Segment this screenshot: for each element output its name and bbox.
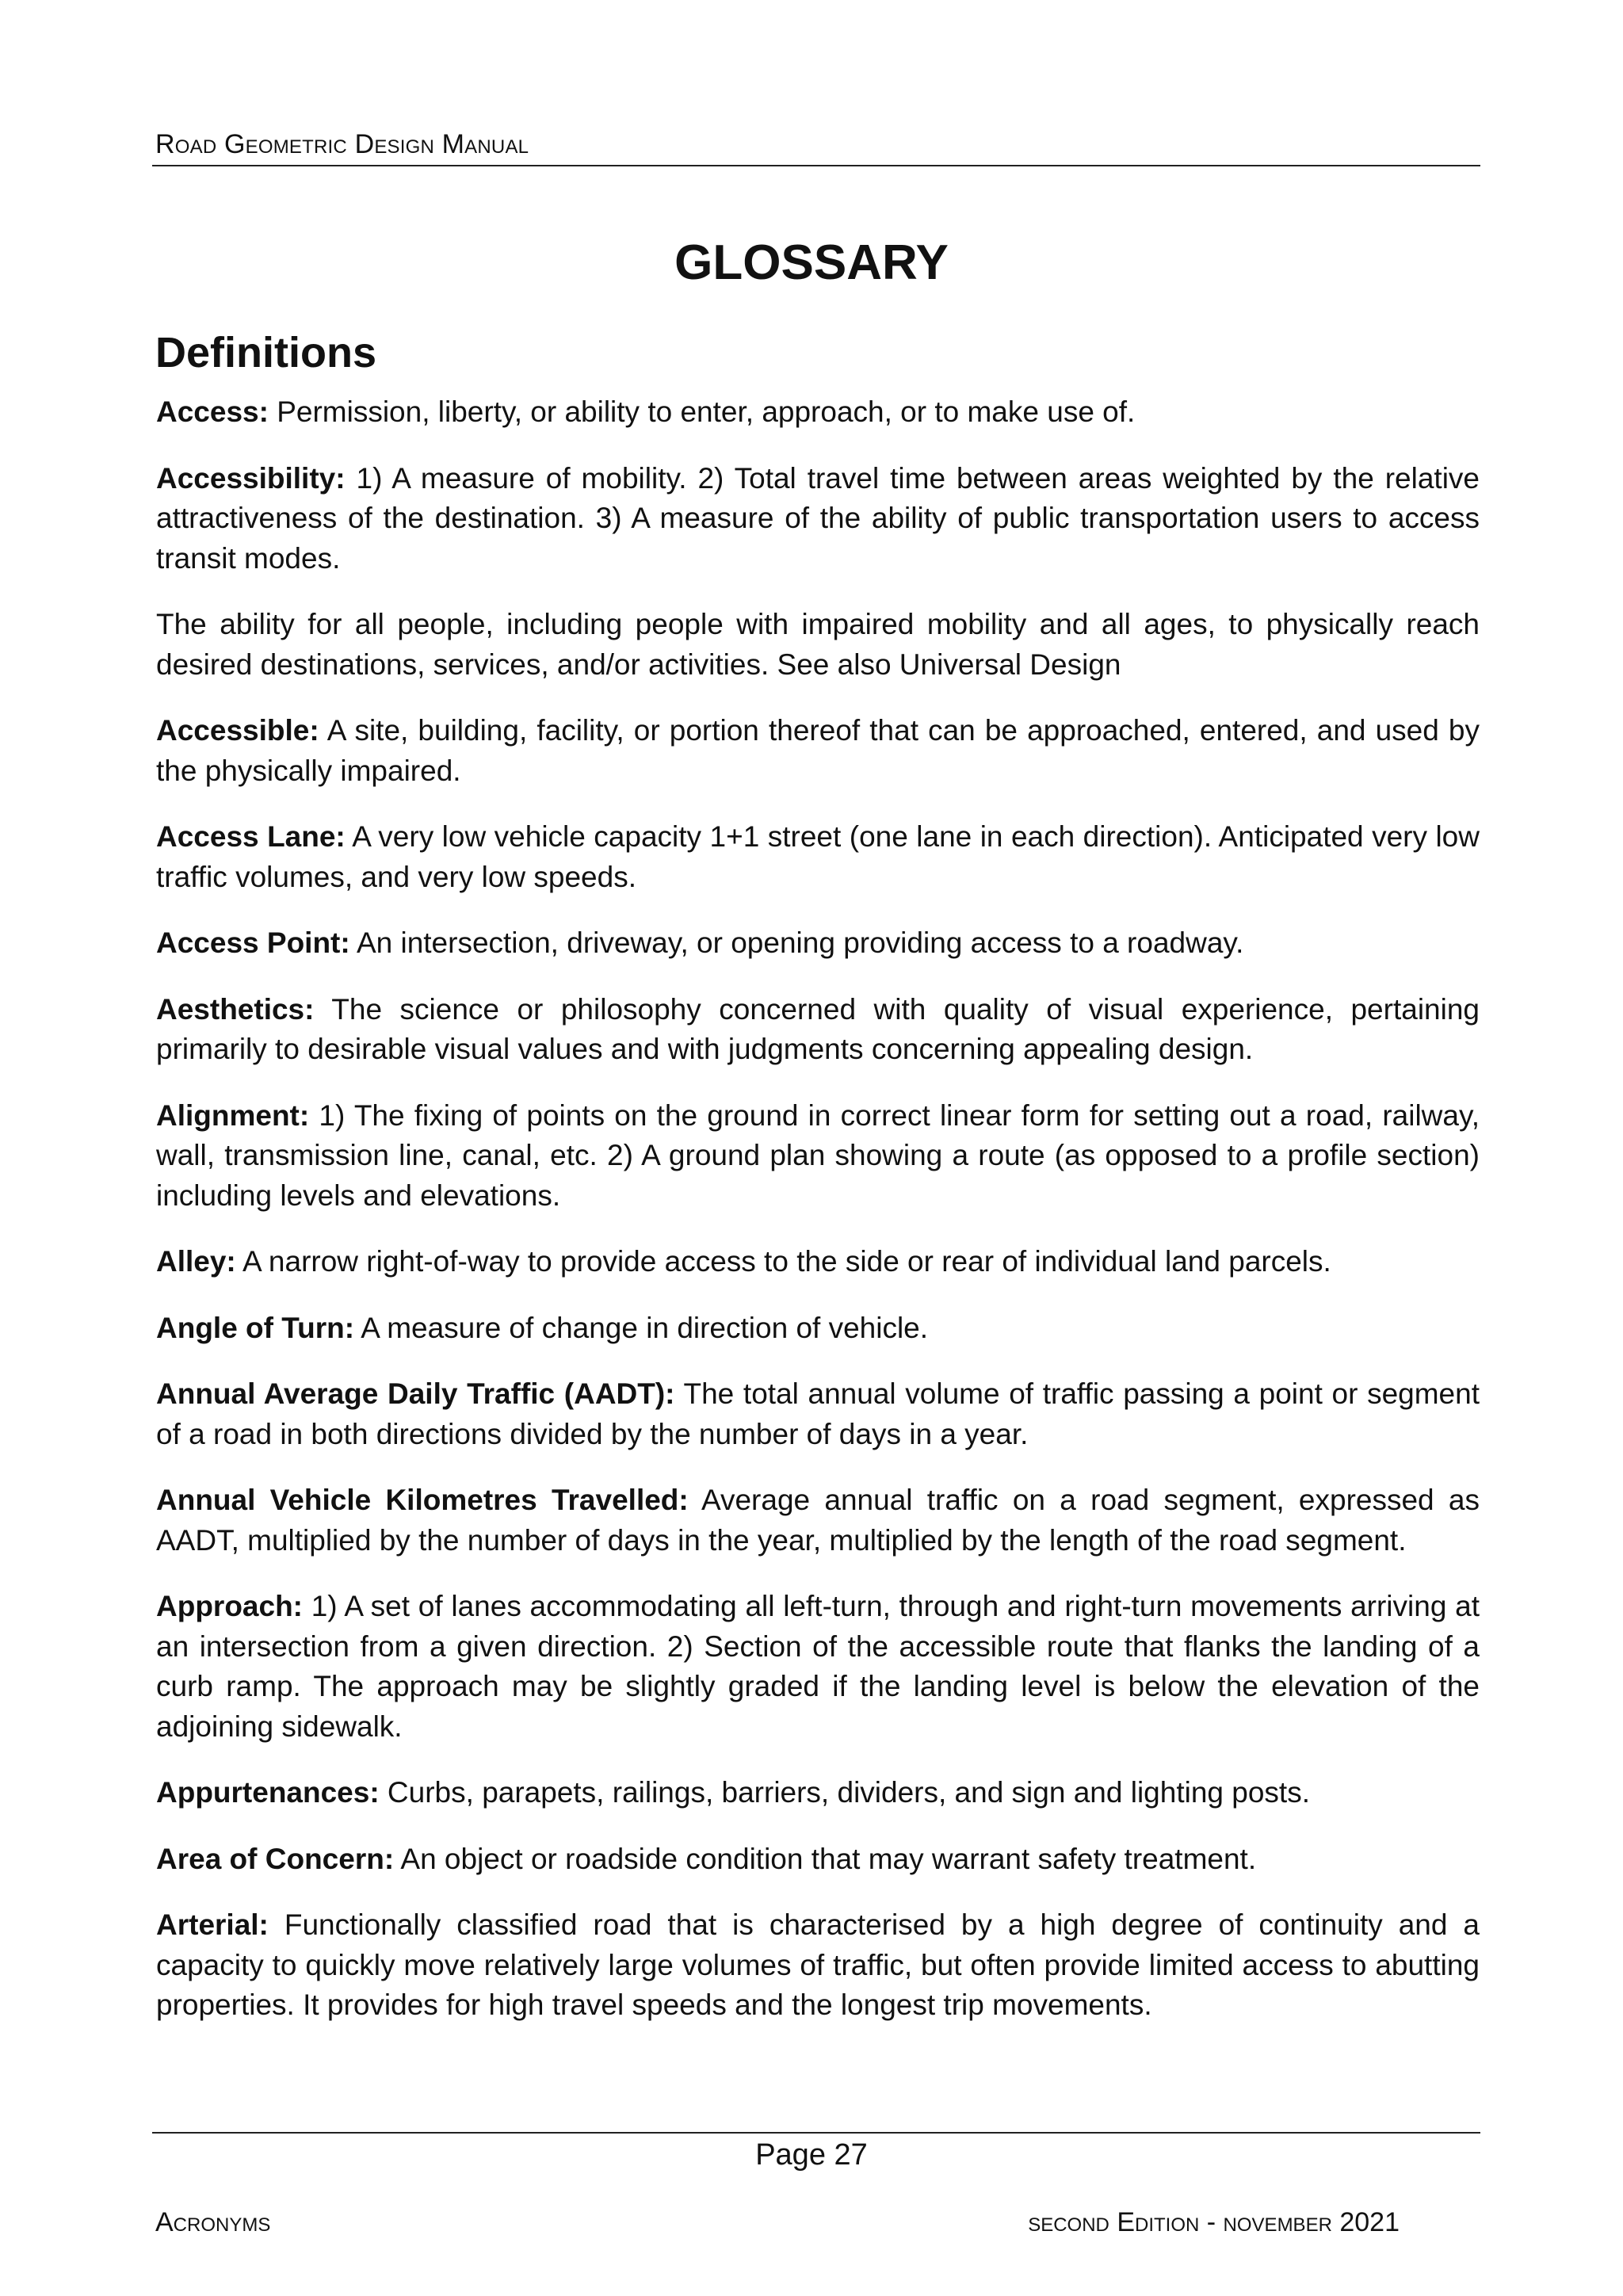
glossary-entry [156, 817, 1480, 897]
glossary-term: Access Point: [156, 926, 350, 959]
glossary-definition: 1) The fixing of points on the ground in correct linear form for setting out a road, railway, wall, transmission line, canal, etc. 2) A ground plan showing a route (as opposed to a profile section) including levels and elevations. [156, 1098, 1480, 1212]
glossary-definition: 1) A set of lanes accommodating all left-turn, through and right-turn movements arriving at an intersection from a given direction. 2) Section of the accessible route that flanks the landing of a curb ramp. The approach may be slightly graded if the landing level is below the elevation of the adjoining sidewalk. [156, 1590, 1480, 1743]
glossary-definition: Average annual traffic on a road segment, expressed as AADT, multiplied by the number of days in the year, multiplied by the length of the road segment. [156, 1484, 1480, 1557]
glossary-entry [156, 1374, 1480, 1454]
glossary-term: Access: [156, 395, 269, 428]
glossary-definition: 1) A measure of mobility. 2) Total travel time between areas weighted by the relative attractiveness of the destination. 3) A measure of the ability of public transportation users to access transit modes. [156, 461, 1480, 575]
glossary-entries [156, 392, 1480, 2052]
glossary-entry [156, 605, 1480, 685]
glossary-term: Accessibility: [156, 461, 346, 495]
section-title: Definitions [155, 329, 376, 376]
glossary-entry [156, 1480, 1480, 1561]
glossary-definition: An intersection, driveway, or opening providing access to a roadway. [349, 926, 1244, 959]
glossary-entry [156, 1839, 1480, 1880]
glossary-entry [156, 1587, 1480, 1747]
glossary-term: Arterial: [156, 1908, 269, 1941]
glossary-term: Area of Concern: [156, 1842, 395, 1875]
glossary-definition: Curbs, parapets, railings, barriers, dividers, and sign and lighting posts. [379, 1776, 1310, 1809]
glossary-term: Alignment: [156, 1098, 310, 1132]
glossary-entry [156, 923, 1480, 964]
glossary-definition: The science or philosophy concerned with quality of visual experience, pertaining primarily to desirable visual values and with judgments concerning appealing design. [156, 992, 1480, 1065]
page-number: Page 27 [755, 2138, 868, 2172]
footer-chapter: Acronyms [155, 2207, 271, 2237]
glossary-term: Annual Vehicle Kilometres Travelled: [156, 1484, 689, 1516]
glossary-entry [156, 1773, 1480, 1813]
glossary-definition: An object or roadside condition that may warrant safety treatment. [394, 1842, 1257, 1875]
glossary-term: Accessible: [156, 714, 319, 747]
running-header: Road Geometric Design Manual [155, 129, 529, 159]
glossary-entry [156, 1242, 1480, 1282]
page-title: GLOSSARY [674, 235, 949, 290]
glossary-definition: The total annual volume of traffic passing a point or segment of a road in both directions divided by the number of days in a year. [156, 1377, 1480, 1450]
glossary-definition: Permission, liberty, or ability to enter, approach, or to make use of. [268, 395, 1136, 428]
glossary-definition: A site, building, facility, or portion thereof that can be approached, entered, and used by the physically impaired. [156, 714, 1480, 787]
glossary-definition: A measure of change in direction of vehicle. [354, 1311, 929, 1344]
glossary-term: Aesthetics: [156, 992, 315, 1026]
glossary-term: Alley: [156, 1245, 236, 1278]
glossary-term: Appurtenances: [156, 1776, 380, 1809]
glossary-definition: The ability for all people, including people with impaired mobility and all ages, to physically reach desired destinations, services, and/or activities. See also Universal Design [156, 608, 1480, 681]
glossary-entry [156, 990, 1480, 1070]
glossary-definition: A narrow right-of-way to provide access to the side or rear of individual land parcels. [235, 1245, 1331, 1278]
footer-rule [152, 2132, 1480, 2134]
glossary-entry [156, 1096, 1480, 1217]
glossary-entry [156, 711, 1480, 791]
glossary-definition: A very low vehicle capacity 1+1 street (one lane in each direction). Anticipated very low traffic volumes, and very low speeds. [156, 820, 1480, 893]
glossary-definition: Functionally classified road that is characterised by a high degree of continuity and a capacity to quickly move relatively large volumes of traffic, but often provide limited access to abutting properties. It provides for high travel speeds and the longest trip movements. [156, 1908, 1480, 2021]
glossary-entry [156, 459, 1480, 579]
glossary-term: Approach: [156, 1590, 303, 1622]
glossary-entry [156, 1308, 1480, 1349]
glossary-entry [156, 1905, 1480, 2026]
footer-edition: second Edition - november 2021 [1028, 2207, 1400, 2237]
header-rule [152, 165, 1480, 166]
glossary-term: Access Lane: [156, 820, 346, 853]
glossary-entry [156, 392, 1480, 433]
glossary-term: Annual Average Daily Traffic (AADT): [156, 1377, 675, 1410]
glossary-term: Angle of Turn: [156, 1311, 355, 1344]
